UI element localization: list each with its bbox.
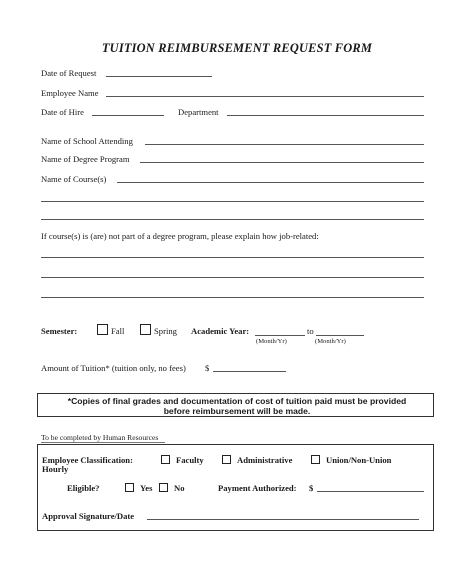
form-title: TUITION REIMBURSEMENT REQUEST FORM <box>101 41 373 55</box>
union-label: Union/Non-Union <box>326 455 392 465</box>
department-label: Department <box>178 107 219 117</box>
no-label: No <box>174 483 185 493</box>
degree-program-label: Name of Degree Program <box>41 154 130 164</box>
academic-year-from-field[interactable] <box>255 335 305 336</box>
administrative-checkbox[interactable] <box>222 455 231 464</box>
courses-field-line-3[interactable] <box>41 219 424 220</box>
no-checkbox[interactable] <box>159 483 168 492</box>
yes-checkbox[interactable] <box>125 483 134 492</box>
approval-signature-field[interactable] <box>147 519 419 520</box>
school-label: Name of School Attending <box>41 136 133 146</box>
union-checkbox[interactable] <box>311 455 320 464</box>
spring-checkbox[interactable] <box>140 324 151 335</box>
job-related-label: If course(s) is (are) not part of a degree program, please explain how job-related: <box>41 231 319 241</box>
date-of-hire-field[interactable] <box>92 115 164 116</box>
fall-checkbox[interactable] <box>97 324 108 335</box>
eligible-label: Eligible? <box>67 483 100 493</box>
payment-authorized-label: Payment Authorized: <box>218 483 297 493</box>
employee-name-label: Employee Name <box>41 88 99 98</box>
hr-heading: To be completed by Human Resources <box>41 433 159 442</box>
semester-label: Semester: <box>41 326 78 336</box>
notice-line-2: before reimbursement will be made. <box>163 406 311 416</box>
tuition-label: Amount of Tuition* (tuition only, no fees) <box>41 363 186 373</box>
fall-label: Fall <box>111 326 125 336</box>
payment-amount-field[interactable] <box>317 491 424 492</box>
courses-field[interactable] <box>117 182 424 183</box>
payment-currency: $ <box>309 483 314 493</box>
date-of-request-label: Date of Request <box>41 68 97 78</box>
hourly-label: Hourly <box>42 464 69 474</box>
tuition-currency: $ <box>205 363 210 373</box>
department-field[interactable] <box>227 115 424 116</box>
job-related-field-line-2[interactable] <box>41 277 424 278</box>
faculty-label: Faculty <box>176 455 204 465</box>
school-field[interactable] <box>145 144 424 145</box>
date-of-hire-label: Date of Hire <box>41 107 84 117</box>
employee-name-field[interactable] <box>106 96 424 97</box>
classification-label: Employee Classification: <box>42 455 133 465</box>
approval-signature-label: Approval Signature/Date <box>42 511 135 521</box>
spring-label: Spring <box>154 326 177 336</box>
faculty-checkbox[interactable] <box>161 455 170 464</box>
job-related-field-line-1[interactable] <box>41 257 424 258</box>
degree-program-field[interactable] <box>140 162 424 163</box>
academic-year-to-hint: (Month/Yr) <box>315 338 346 345</box>
academic-year-label: Academic Year: <box>191 326 250 336</box>
hr-heading-underline <box>41 442 165 443</box>
yes-label: Yes <box>140 483 153 493</box>
job-related-field-line-3[interactable] <box>41 297 424 298</box>
tuition-amount-field[interactable] <box>213 371 286 372</box>
academic-year-to-label: to <box>307 326 314 336</box>
courses-label: Name of Course(s) <box>41 174 107 184</box>
administrative-label: Administrative <box>237 455 293 465</box>
courses-field-line-2[interactable] <box>41 201 424 202</box>
academic-year-from-hint: (Month/Yr) <box>256 338 287 345</box>
notice-line-1: *Copies of final grades and documentation of cost of tuition paid must be provided <box>67 396 407 406</box>
academic-year-to-field[interactable] <box>316 335 364 336</box>
date-of-request-field[interactable] <box>106 76 212 77</box>
